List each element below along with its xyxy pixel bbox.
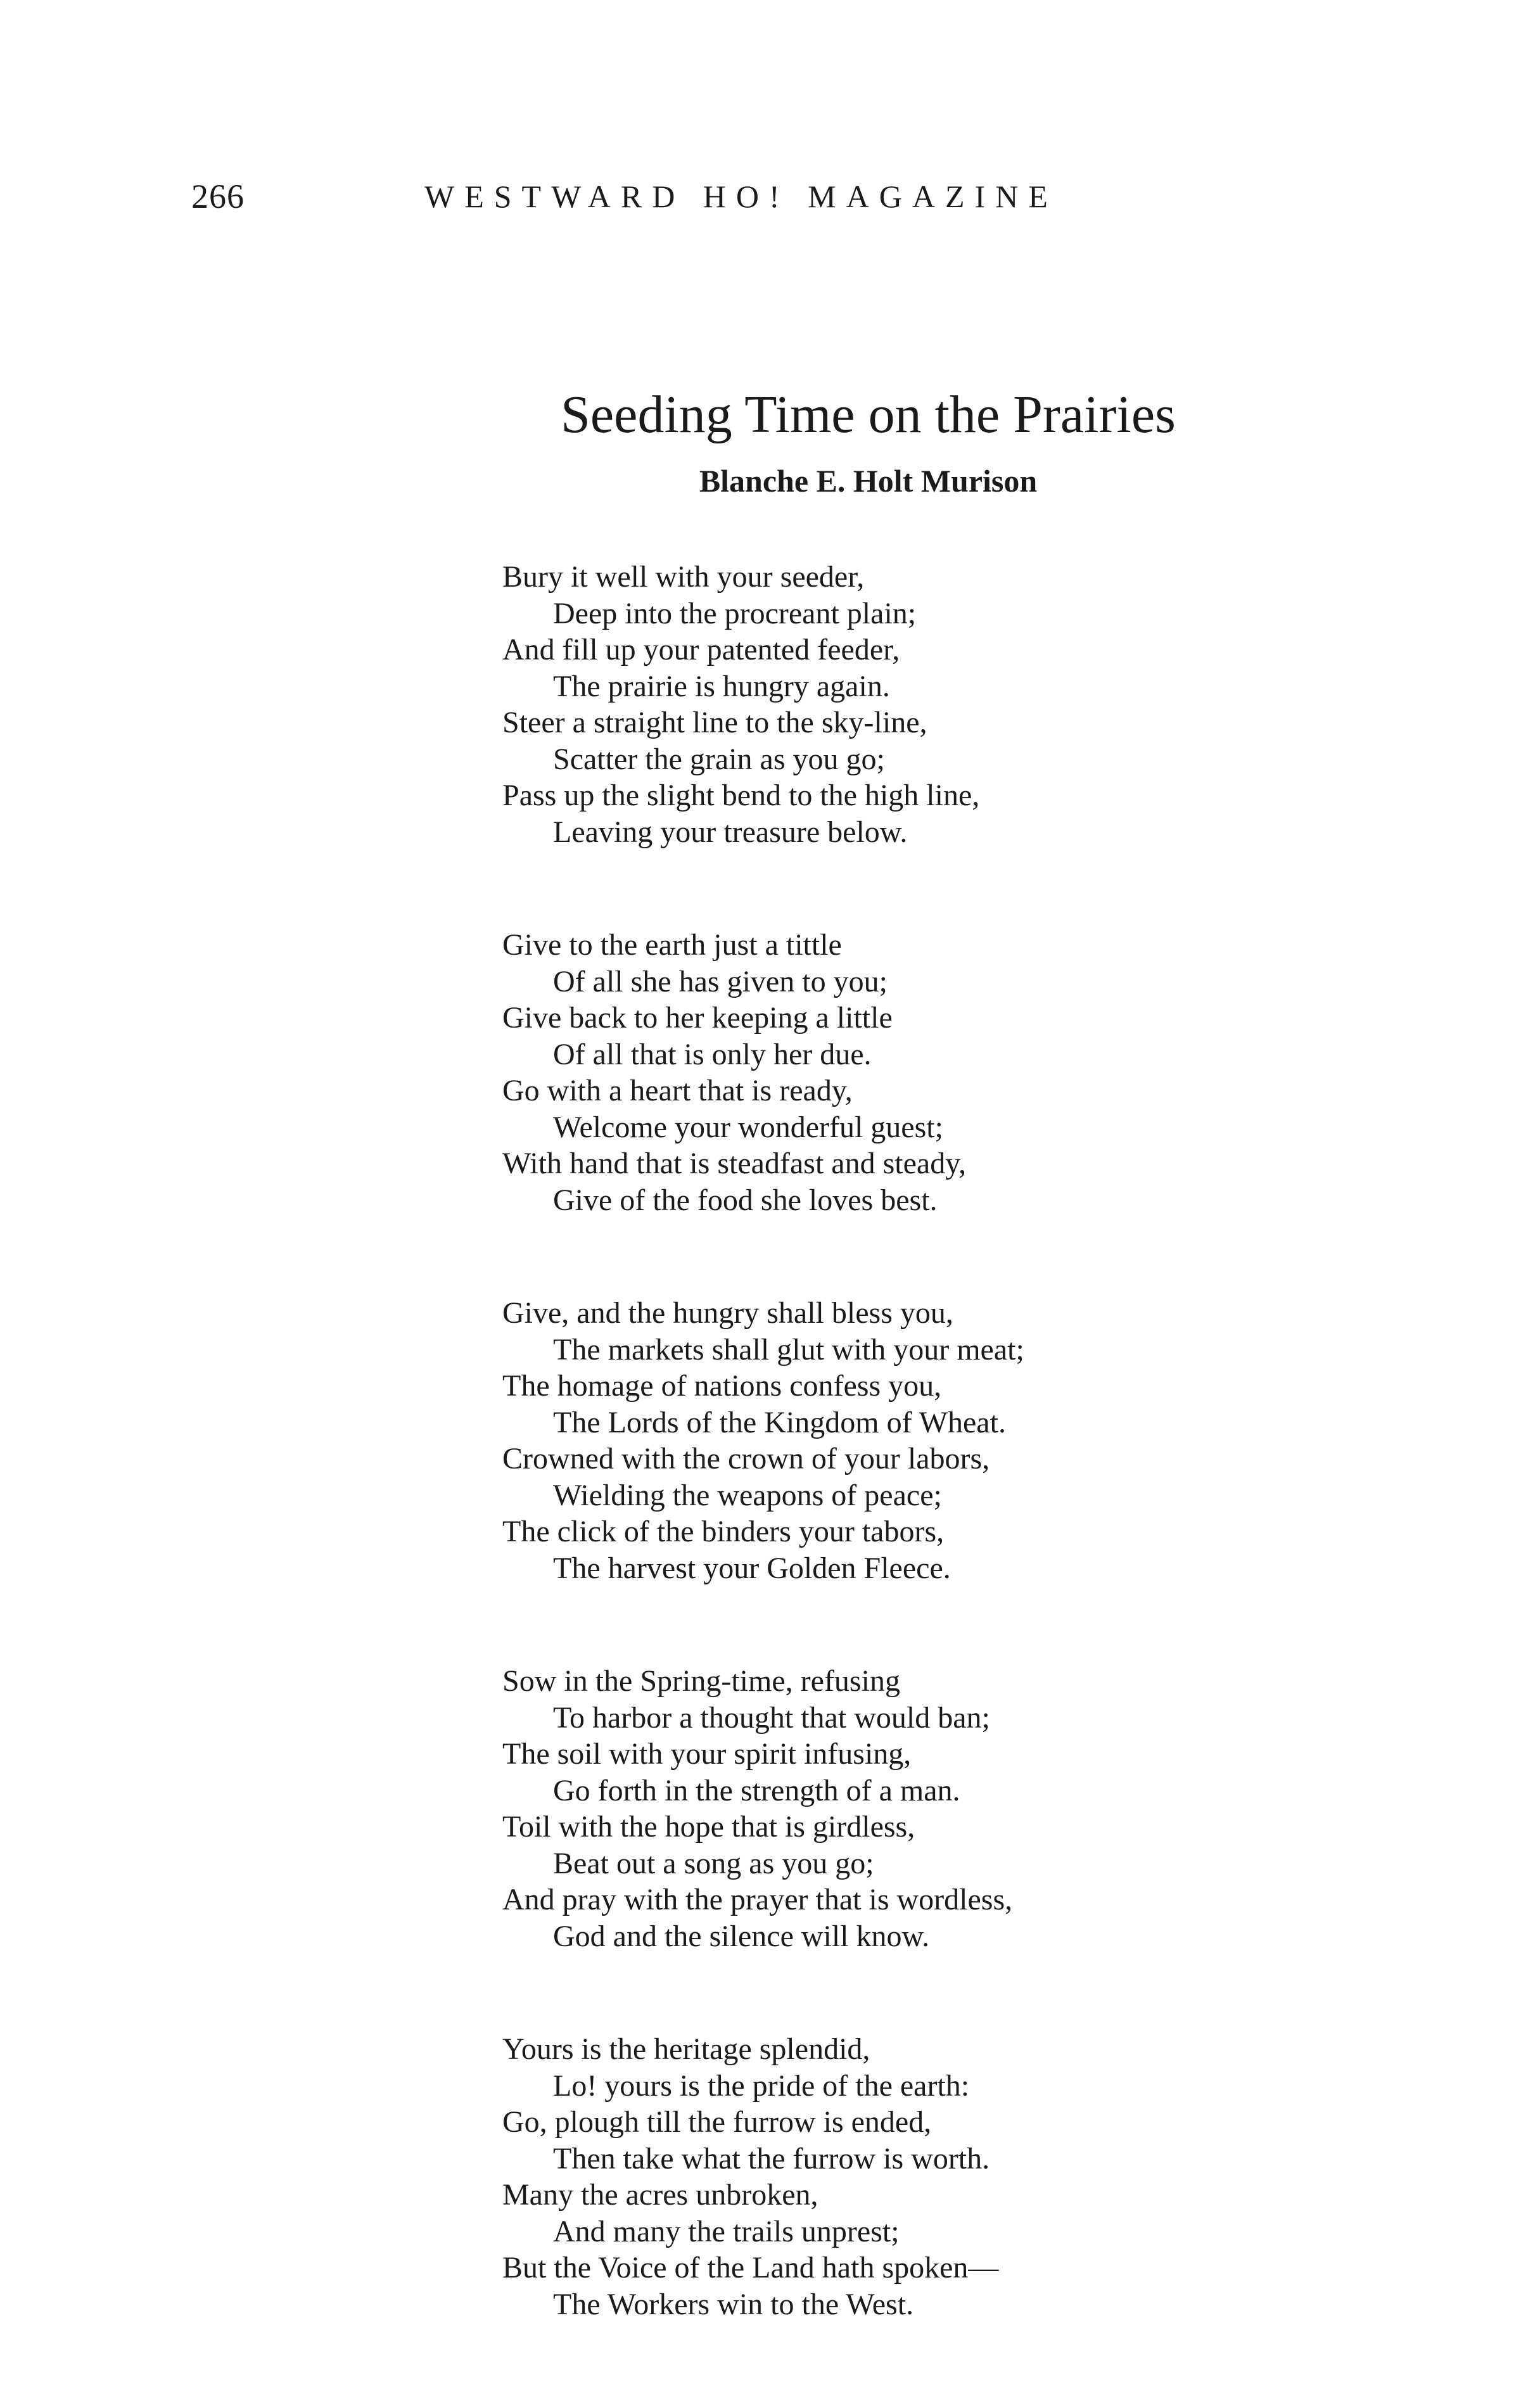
- poem-line: To harbor a thought that would ban;: [553, 1700, 990, 1735]
- poem-line: Of all she has given to you;: [553, 964, 888, 998]
- poem-line: Steer a straight line to the sky-line,: [502, 706, 927, 739]
- poem-line: Give, and the hungry shall bless you,: [502, 1296, 953, 1330]
- poem-line: The homage of nations confess you,: [502, 1369, 942, 1403]
- poem-line: The Lords of the Kingdom of Wheat.: [553, 1405, 1006, 1439]
- poem-line: Toil with the hope that is girdless,: [502, 1810, 915, 1844]
- stanza: [502, 927, 1326, 1218]
- poem-line: Pass up the slight bend to the high line,: [502, 779, 980, 812]
- poem-line: Many the acres unbroken,: [502, 2178, 818, 2212]
- poem-line: With hand that is steadfast and steady,: [502, 1147, 967, 1180]
- poem-line: The soil with your spirit infusing,: [502, 1737, 912, 1771]
- poem-title: Seeding Time on the Prairies: [561, 385, 1176, 444]
- poem-line: And pray with the prayer that is wordless,: [502, 1883, 1013, 1916]
- poem-line: And many the trails unprest;: [553, 2214, 900, 2248]
- poem-line: The harvest your Golden Fleece.: [553, 1551, 951, 1585]
- poem-line: Crowned with the crown of your labors,: [502, 1442, 990, 1475]
- poem-line: Give back to her keeping a little: [502, 1001, 893, 1035]
- poem-line: Go forth in the strength of a man.: [553, 1773, 960, 1807]
- poem-line: God and the silence will know.: [553, 1919, 930, 1953]
- stanza: [502, 1663, 1326, 1954]
- poem-body: [502, 559, 1326, 2399]
- poem-line: Bury it well with your seeder,: [502, 560, 865, 594]
- poem-line: Of all that is only her due.: [553, 1037, 872, 1071]
- poem-line: Leaving your treasure below.: [553, 815, 908, 849]
- poem-line: Beat out a song as you go;: [553, 1846, 874, 1880]
- poem-line: But the Voice of the Land hath spoken—: [502, 2251, 999, 2284]
- poem-line: Deep into the procreant plain;: [553, 596, 917, 630]
- poem-line: And fill up your patented feeder,: [502, 633, 900, 666]
- stanza: [502, 2031, 1326, 2322]
- poem-line: Then take what the furrow is worth.: [553, 2141, 990, 2175]
- poem-line: Go with a heart that is ready,: [502, 1074, 853, 1107]
- stanza: [502, 559, 1326, 850]
- poem-line: Welcome your wonderful guest;: [553, 1110, 943, 1144]
- poem-line: Wielding the weapons of peace;: [553, 1478, 942, 1512]
- poem-line: Scatter the grain as you go;: [553, 742, 885, 776]
- poem-line: The markets shall glut with your meat;: [553, 1332, 1024, 1366]
- stanza: [502, 1295, 1326, 1586]
- poem-line: Give of the food she loves best.: [553, 1183, 938, 1217]
- poem-author: Blanche E. Holt Murison: [699, 463, 1038, 499]
- page-number: 266: [191, 177, 245, 215]
- poem-line: Give to the earth just a tittle: [502, 928, 842, 962]
- poem-line: The Workers win to the West.: [553, 2287, 914, 2321]
- poem-line: The click of the binders your tabors,: [502, 1515, 945, 1548]
- poem-line: Go, plough till the furrow is ended,: [502, 2105, 932, 2139]
- poem-line: Yours is the heritage splendid,: [502, 2032, 870, 2066]
- page-header: [0, 171, 1521, 222]
- poem-line: The prairie is hungry again.: [553, 669, 890, 703]
- poem-line: Lo! yours is the pride of the earth:: [553, 2068, 970, 2103]
- running-head: WESTWARD HO! MAGAZINE: [424, 179, 1058, 214]
- poem-line: Sow in the Spring-time, refusing: [502, 1664, 900, 1698]
